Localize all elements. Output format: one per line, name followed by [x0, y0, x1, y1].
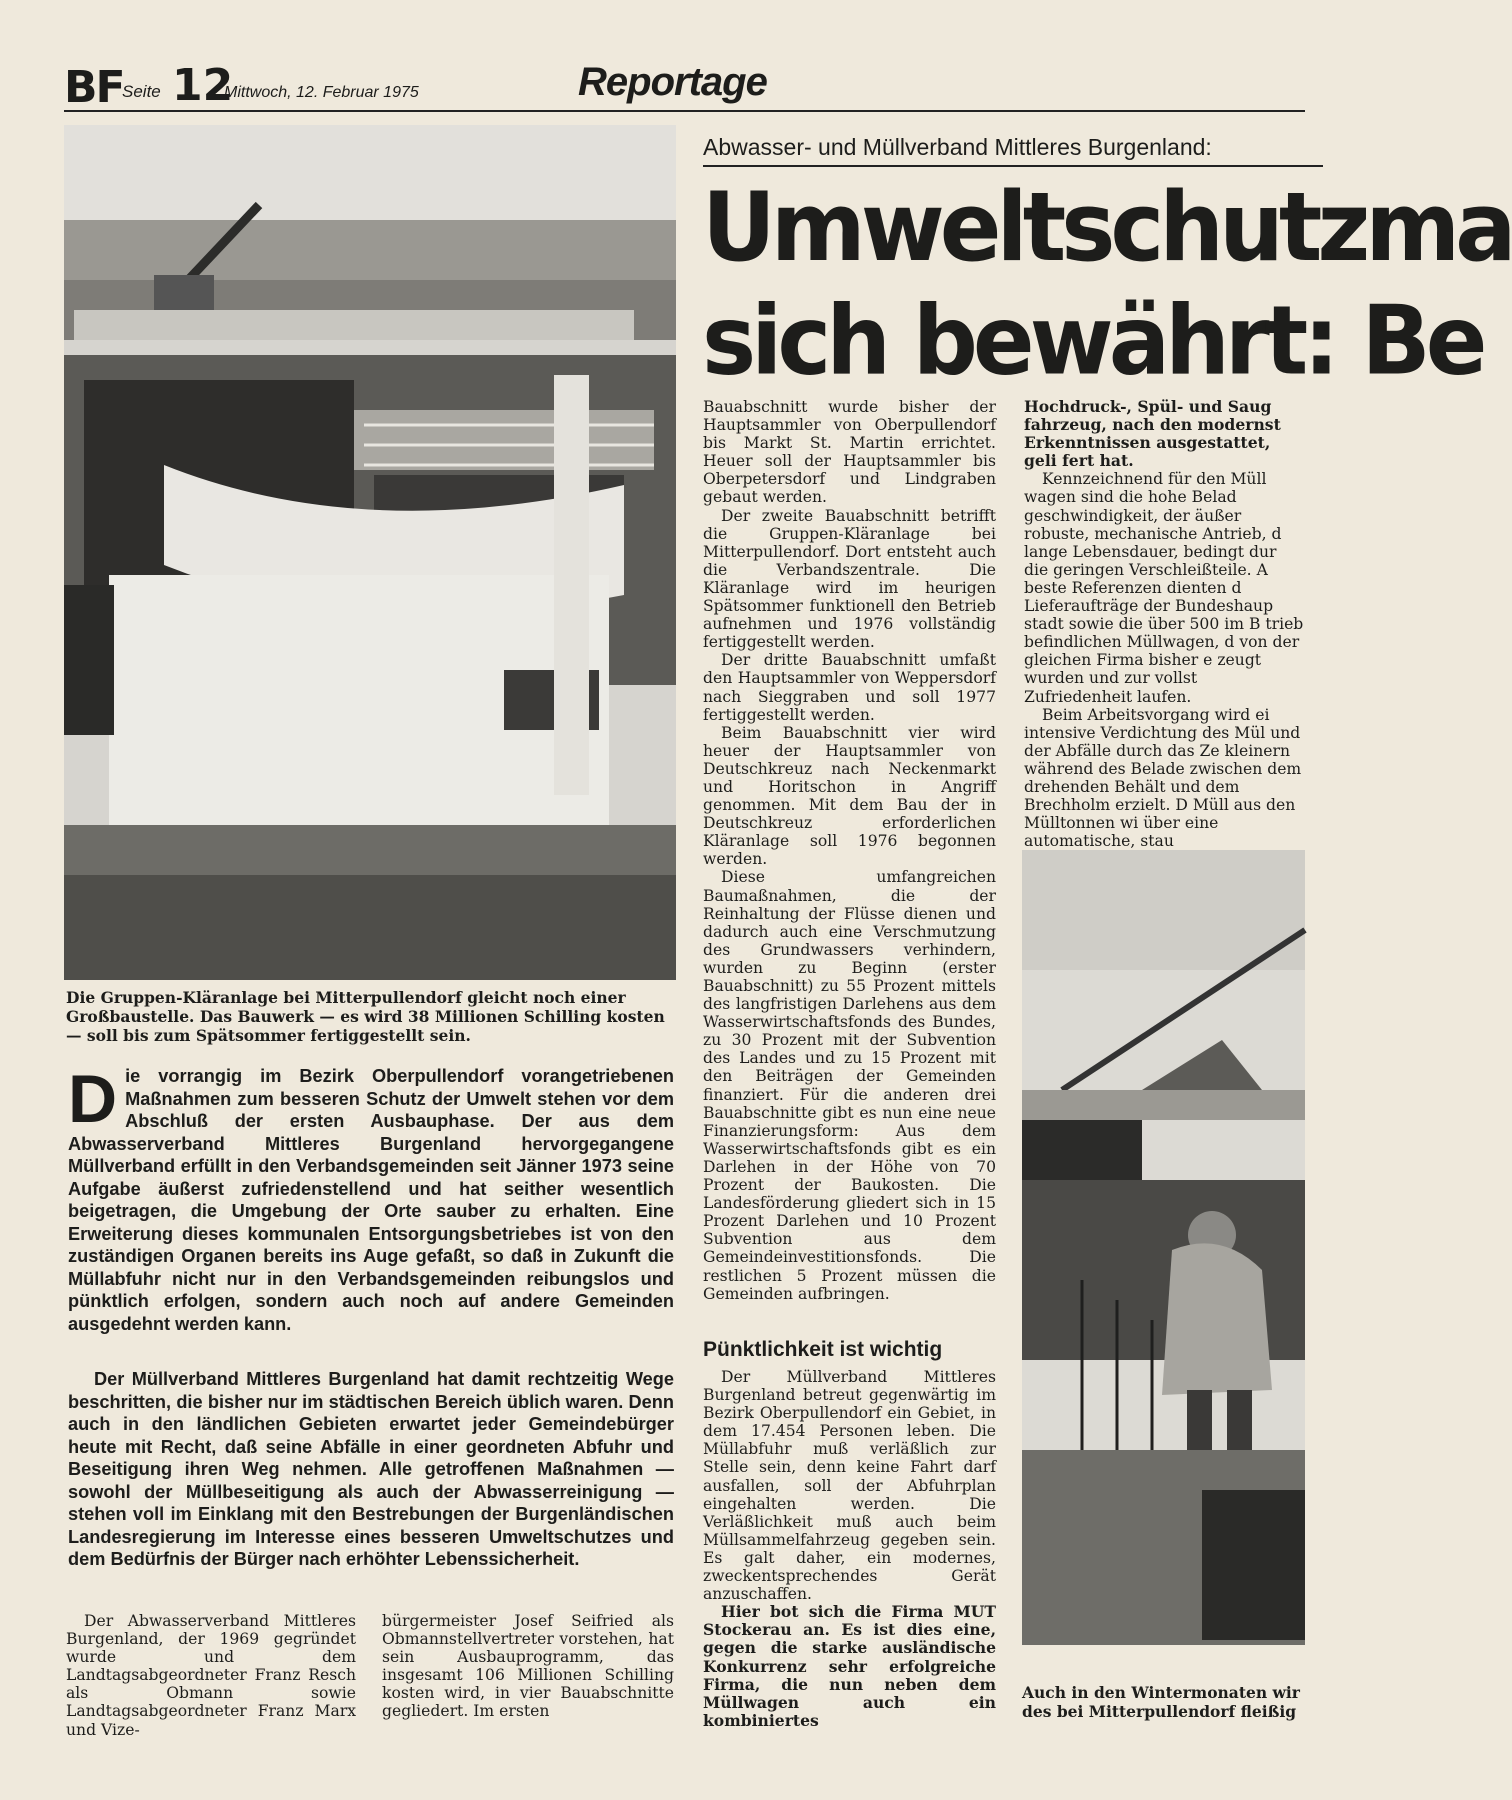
column-b-paragraph: bürgermeister Josef Seifried als Obmannstellvertreter vorstehen, hat sein Ausbauprogramm, das insgesamt 106 Millionen Schilling kosten wird, in vier Bauabschnitte gegliedert. Im ersten — [382, 1612, 674, 1721]
text-column-d — [1024, 398, 1305, 850]
column-d-paragraph-2: Kennzeichnend für den Müll wagen sind die hohe Belad geschwindigkeit, der äußer robuste, mechanische Antrieb, d lange Lebensdauer, bedingt dur die geringen Verschleißteile. A beste Referenzen dienten d Lieferaufträge der Bundeshaup stadt sowie die über 500 im B trieb befindlichen Müllwagen, d von der gleichen Firma bisher e zeugt wurden und zur vollst Zufriedenheit laufen. — [1024, 470, 1304, 706]
newspaper-logo: BF — [64, 62, 124, 113]
article-headline — [702, 172, 1512, 399]
construction-site-photo — [64, 125, 676, 980]
section-title: Reportage — [578, 60, 767, 104]
worker-photo-caption: Auch in den Wintermonaten wir des bei Mitterpullendorf fleißig — [1022, 1683, 1300, 1721]
column-c-paragraph-6: Der Müllverband Mittleres Burgenland betreut gegenwärtig im Bezirk Oberpullendorf ein Gebiet, in dem 17.454 Personen leben. Die Müllabfuhr muß verläßlich zur Stelle sein, denn keine Fahrt darf ausfallen, soll der Abfuhrplan eingehalten werden. Die Verläßlichkeit muß auch beim Müllsammelfahrzeug gegeben sein. Es galt daher, ein modernes, zweckentsprechendes Gerät anzuschaffen. — [703, 1368, 996, 1604]
column-d-paragraph-3: Beim Arbeitsvorgang wird ei intensive Verdichtung des Mül und der Abfälle durch das Ze kleinern während des Belade zwischen dem drehenden Behält und dem Brechholm erzielt. D Müll aus den Mülltonnen wi über eine automatische, stau — [1024, 705, 1302, 851]
page-number: 12 — [172, 60, 234, 111]
headline-line-2: sich bewährt: Be — [702, 286, 1483, 397]
text-column-c — [703, 398, 996, 1303]
text-column-c-lower — [703, 1368, 996, 1730]
text-column-a — [66, 1612, 356, 1739]
article-kicker: Abwasser- und Müllverband Mittleres Burgenland: — [703, 134, 1323, 167]
column-a-paragraph: Der Abwasserverband Mittleres Burgenland, der 1969 gegründet wurde und dem Landtagsabgeordneter Franz Resch als Obmann sowie Landtagsabgeordneter Franz Marx und Vize- — [66, 1612, 356, 1739]
column-c-paragraph-7: Hier bot sich die Firma MUT Stockerau an. Es ist dies eine, gegen die starke ausländische Konkurrenz sehr erfolgreiche Firma, die nun neben dem Müllwagen auch ein kombiniertes — [703, 1602, 996, 1730]
page-header — [64, 58, 1305, 112]
drop-cap: D — [68, 1061, 118, 1137]
issue-date: Mittwoch, 12. Februar 1975 — [224, 84, 419, 101]
column-d-paragraph-1: Hochdruck-, Spül- und Saug fahrzeug, nach den modernst Erkenntnissen ausgestattet, geli fert hat. — [1024, 397, 1281, 471]
page-label: Seite — [122, 82, 161, 101]
section-subhead: Pünktlichkeit ist wichtig — [703, 1338, 943, 1361]
column-c-paragraph-4: Beim Bauabschnitt vier wird heuer der Hauptsammler von Deutschkreuz nach Neckenmarkt und Horitschon in Angriff genommen. Mit dem Bau der in Deutschkreuz erforderlichen Kläranlage soll 1976 begonnen werden. — [703, 723, 996, 869]
column-c-paragraph-3: Der dritte Bauabschnitt umfaßt den Hauptsammler von Weppersdorf nach Sieggraben und soll 1977 fertiggestellt werden. — [703, 651, 996, 724]
column-c-paragraph-1: Bauabschnitt wurde bisher der Hauptsammler von Oberpullendorf bis Markt St. Martin errichtet. Heuer soll der Hauptsammler bis Oberpetersdorf und Lindgraben gebaut werden. — [703, 398, 996, 507]
column-c-paragraph-5: Diese umfangreichen Baumaßnahmen, die der Reinhaltung der Flüsse dienen und dadurch auch eine Verschmutzung des Grundwassers verhindern, wurden zu Beginn (erster Bauabschnitt) zu 55 Prozent mittels des langfristigen Darlehens aus dem Wasserwirtschaftsfonds des Bundes, zu 30 Prozent mit der Subvention des Landes und zu 15 Prozent mit den Beiträgen der Gemeinden finanziert. Für die anderen drei Bauabschnitte gibt es nun eine neue Finanzierungsform: Aus dem Wasserwirtschaftsfonds gibt es ein Darlehen in der Höhe von 70 Prozent der Baukosten. Die Landesförderung gliedert sich in 15 Prozent Darlehen und 10 Prozent Subvention aus dem Gemeindeinvestitionsfonds. Die restlichen 5 Prozent müssen die Gemeinden aufbringen. — [703, 868, 996, 1303]
lead-paragraph — [68, 1061, 674, 1335]
text-column-b — [382, 1612, 674, 1721]
photo-caption: Die Gruppen-Kläranlage bei Mitterpullendorf gleicht noch einer Großbaustelle. Das Bauwerk — es wird 38 Millionen Schilling kosten — soll bis zum Spätsommer fertiggestellt sein. — [66, 988, 665, 1045]
lead-text: ie vorrangig im Bezirk Oberpullendorf vorangetriebenen Maßnahmen zum besseren Schutz der Umwelt stehen vor dem Abschluß der ersten Ausbauphase. Der aus dem Abwasserverband Mittleres Burgenland hervorgegangene Müllverband erfüllt in den Verbandsgemeinden seit Jänner 1973 seine Aufgabe äußerst zufriedenstellend und hat seither wesentlich beigetragen, die Umgebung der Orte sauber zu erhalten. Eine Erweiterung dieses kommunalen Entsorgungsbetriebes ist von den zuständigen Organen bereits ins Auge gefaßt, so daß in Zukunft die Müllabfuhr nicht nur in den Verbandsgemeinden reibungslos und pünktlich erfolgen, sondern auch noch auf andere Gemeinden ausgedehnt werden kann. — [68, 1066, 674, 1334]
lead-paragraph-2: Der Müllverband Mittleres Burgenland hat damit rechtzeitig Wege beschritten, die bisher nur im städtischen Bereich üblich waren. Denn auch in den ländlichen Gebieten erwartet jeder Gemeindebürger heute mit Recht, daß seine Abfälle in einer geordneten Abfuhr und Beseitigung ihren Weg nehmen. Alle getroffenen Maßnahmen — sowohl der Müllbeseitigung als auch der Abwasserreinigung — stehen voll im Einklang mit den Bestrebungen der Burgenländischen Landesregierung im Interesse eines besseren Umweltschutzes und dem Bedürfnis der Bürger nach erhöhter Lebenssicherheit. — [68, 1369, 674, 1569]
column-c-paragraph-2: Der zweite Bauabschnitt betrifft die Gruppen-Kläranlage bei Mitterpullendorf. Dort entsteht auch die Verbandszentrale. Die Kläranlage wird im heurigen Spätsommer funktionell den Betrieb aufnehmen und 1976 vollständig fertiggestellt werden. — [703, 506, 996, 652]
headline-line-1: Umweltschutzma — [702, 173, 1512, 284]
worker-photo — [1022, 850, 1305, 1645]
